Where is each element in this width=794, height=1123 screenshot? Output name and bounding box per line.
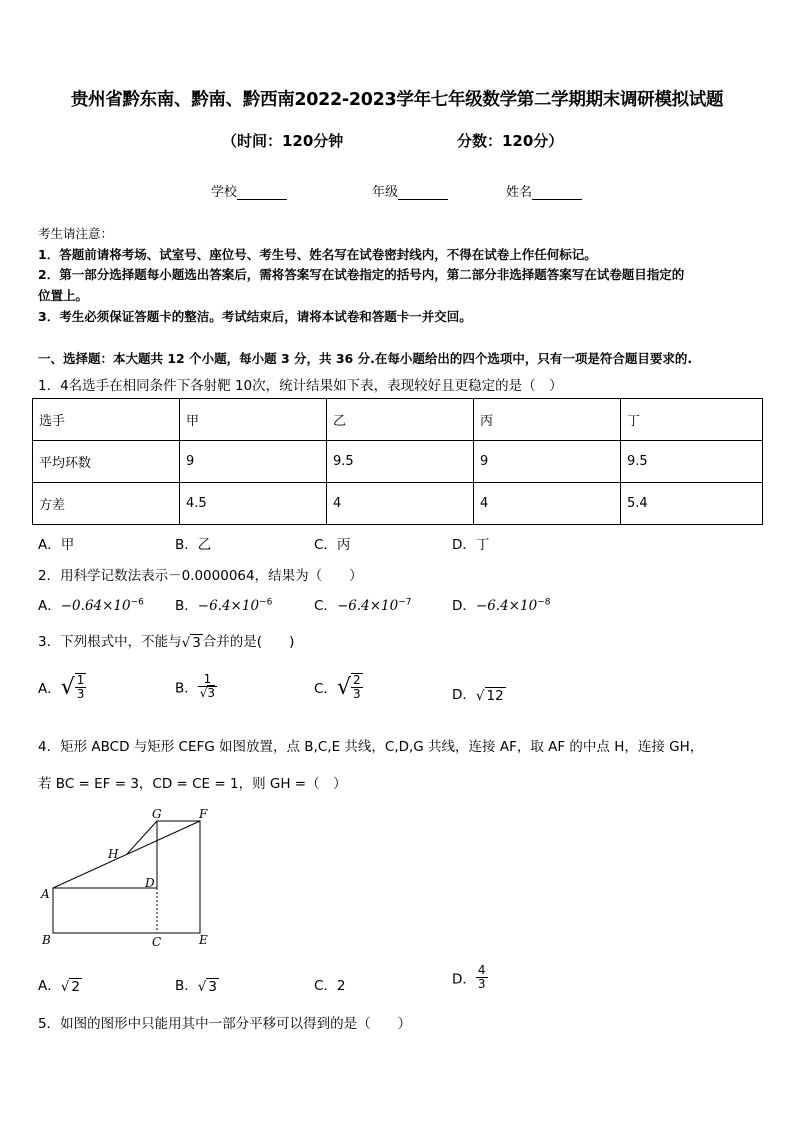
- sqrt-icon: √: [336, 674, 351, 700]
- sqrt-icon: √ 12: [475, 687, 504, 704]
- q3-c-den: 3: [352, 687, 361, 701]
- q4-option-c: C．2: [314, 978, 346, 994]
- rectangle-figure: [36, 804, 216, 952]
- exam-score: 分数：120分）: [457, 132, 564, 150]
- q3-option-b: [175, 673, 217, 700]
- notice-item-2: 2．第一部分选择题每小题选出答案后，需将答案写在试卷指定的括号内，第二部分非选择题答案写在试卷题目指定的: [38, 267, 685, 282]
- name-blank: [532, 186, 582, 200]
- table-cell: 5.4: [621, 483, 763, 525]
- table-cell: 丁: [621, 399, 763, 441]
- q3-option-a: [38, 673, 86, 701]
- q3-a-num: 1: [76, 673, 85, 687]
- q3-d-label: D．: [452, 687, 476, 703]
- q2-d-exp: −8: [537, 597, 551, 608]
- table-cell: 乙: [327, 399, 474, 441]
- q3-b-label: B．: [175, 680, 198, 697]
- table-cell: 平均环数: [33, 441, 180, 483]
- q1-option-a: A．甲: [38, 537, 75, 553]
- notice-heading: 考生请注意：: [38, 226, 114, 241]
- point-label-b: B: [42, 933, 51, 947]
- q2-c-label: C．: [314, 598, 337, 614]
- table-cell: 4: [474, 483, 621, 525]
- q2-a-label: A．: [38, 598, 61, 614]
- q2-c-exp: −7: [398, 597, 412, 608]
- notice-item-3: 3．考生必须保证答题卡的整洁。考试结束后，请将本试卷和答题卡一并交回。: [38, 309, 472, 324]
- question-2-stem: 2．用科学记数法表示－0.0000064，结果为（ ）: [38, 568, 363, 584]
- table-cell: 4: [327, 483, 474, 525]
- grade-label: 年级: [372, 185, 399, 200]
- q3-option-d: [452, 683, 506, 704]
- point-label-e: E: [199, 933, 208, 947]
- q1-option-c: C．丙: [314, 537, 351, 553]
- q4-option-a: [38, 974, 82, 995]
- q4-option-b: [175, 974, 219, 995]
- section-heading: 一、选择题：本大题共 12 个小题，每小题 3 分，共 36 分.在每小题给出的四个选项中，只有一项是符合题目要求的.: [38, 351, 693, 366]
- table-row: [33, 399, 763, 441]
- q2-option-c: [314, 594, 412, 614]
- q3-c-num: 2: [352, 673, 361, 687]
- q3-b-frac: [198, 673, 217, 700]
- q2-d-base: −6.4×10: [475, 598, 538, 614]
- q4-a-radicand: 2: [71, 978, 80, 995]
- q3-c-label: C．: [314, 681, 337, 697]
- q3-a-label: A．: [38, 681, 61, 697]
- q2-a-base: −0.64×10: [60, 598, 131, 614]
- name-field: [506, 181, 582, 200]
- question-1-stem: 1．4名选手在相同条件下各射靶 10次，统计结果如下表，表现较好且更稳定的是（ ）: [38, 378, 563, 394]
- q3-stem-a: 3．下列根式中，不能与: [38, 634, 182, 650]
- table-cell: 丙: [474, 399, 621, 441]
- table-cell: 甲: [180, 399, 327, 441]
- school-label: 学校: [211, 185, 238, 200]
- q4-b-label: B．: [175, 978, 198, 994]
- point-label-a: A: [41, 887, 50, 901]
- name-label: 姓名: [506, 185, 533, 200]
- point-label-g: G: [152, 807, 162, 821]
- school-field: [211, 181, 287, 200]
- q4-b-radicand: 3: [208, 978, 217, 995]
- school-blank: [237, 186, 287, 200]
- q2-b-base: −6.4×10: [197, 598, 260, 614]
- q4-option-d: [452, 964, 488, 991]
- q3-option-c: [314, 673, 363, 701]
- q3-stem-radicand: 3: [192, 634, 201, 651]
- q3-b-den: √3: [199, 686, 216, 700]
- point-label-h: H: [108, 847, 119, 861]
- q3-a-frac: [75, 673, 87, 701]
- table-cell: 9: [474, 441, 621, 483]
- q4-d-frac: [476, 964, 488, 991]
- q4-a-label: A．: [38, 978, 61, 994]
- table-row: [33, 441, 763, 483]
- table-cell: 选手: [33, 399, 180, 441]
- q4-d-den: 3: [477, 977, 486, 991]
- segment-af: [53, 821, 200, 888]
- q4-d-num: 4: [477, 963, 486, 977]
- q2-b-label: B．: [175, 598, 198, 614]
- q2-option-d: [452, 594, 550, 614]
- q3-b-num: 1: [198, 673, 217, 687]
- q2-c-base: −6.4×10: [336, 598, 399, 614]
- point-label-d: D: [145, 876, 155, 890]
- table-cell: 方差: [33, 483, 180, 525]
- q1-option-b: B．乙: [175, 537, 212, 553]
- question-3-stem: [38, 630, 294, 651]
- table-row: [33, 483, 763, 525]
- segment-gh: [127, 821, 157, 854]
- rectangle-abcd: [53, 888, 157, 933]
- q3-b-den-val: 3: [207, 686, 216, 700]
- sqrt-icon: √ 3: [181, 634, 201, 651]
- sqrt-icon: √ 3: [197, 978, 217, 995]
- table-cell: 9.5: [621, 441, 763, 483]
- q3-a-den: 3: [76, 687, 85, 701]
- notice-item-2-cont: 位置上。: [38, 288, 89, 303]
- grade-blank: [398, 186, 448, 200]
- notice-item-1: 1．答题前请将考场、试室号、座位号、考生号、姓名写在试卷密封线内，不得在试卷上作任何标记。: [38, 247, 597, 262]
- q2-option-b: [175, 594, 272, 614]
- q1-option-d: D．丁: [452, 537, 490, 553]
- table-cell: 9.5: [327, 441, 474, 483]
- point-label-c: C: [152, 935, 162, 949]
- q3-c-frac: [351, 673, 363, 701]
- q3-stem-b: 合并的是( ): [202, 634, 295, 650]
- q2-a-exp: −6: [130, 597, 144, 608]
- table-cell: 4.5: [180, 483, 327, 525]
- point-label-f: F: [199, 807, 208, 821]
- question-4-line-1: 4．矩形 ABCD 与矩形 CEFG 如图放置，点 B,C,E 共线，C,D,G 共线，连接 AF，取 AF 的中点 H，连接 GH，: [38, 739, 704, 755]
- q4-d-label: D．: [452, 971, 476, 988]
- table-cell: 9: [180, 441, 327, 483]
- q2-d-label: D．: [452, 598, 476, 614]
- score-table: [32, 398, 763, 525]
- question-4-line-2: 若 BC = EF = 3，CD = CE = 1，则 GH =（ ）: [38, 776, 347, 792]
- exam-time: （时间：120分钟: [222, 132, 344, 150]
- page-title: 贵州省黔东南、黔南、黔西南2022-2023学年七年级数学第二学期期末调研模拟试题: [70, 90, 724, 110]
- q3-d-radicand: 12: [486, 687, 504, 704]
- q2-b-exp: −6: [259, 597, 273, 608]
- grade-field: [372, 181, 448, 200]
- sqrt-icon: √ 2: [60, 978, 80, 995]
- q2-option-a: [38, 594, 144, 614]
- sqrt-icon: √: [60, 674, 75, 700]
- question-5-stem: 5．如图的图形中只能用其中一部分平移可以得到的是（ ）: [38, 1016, 412, 1032]
